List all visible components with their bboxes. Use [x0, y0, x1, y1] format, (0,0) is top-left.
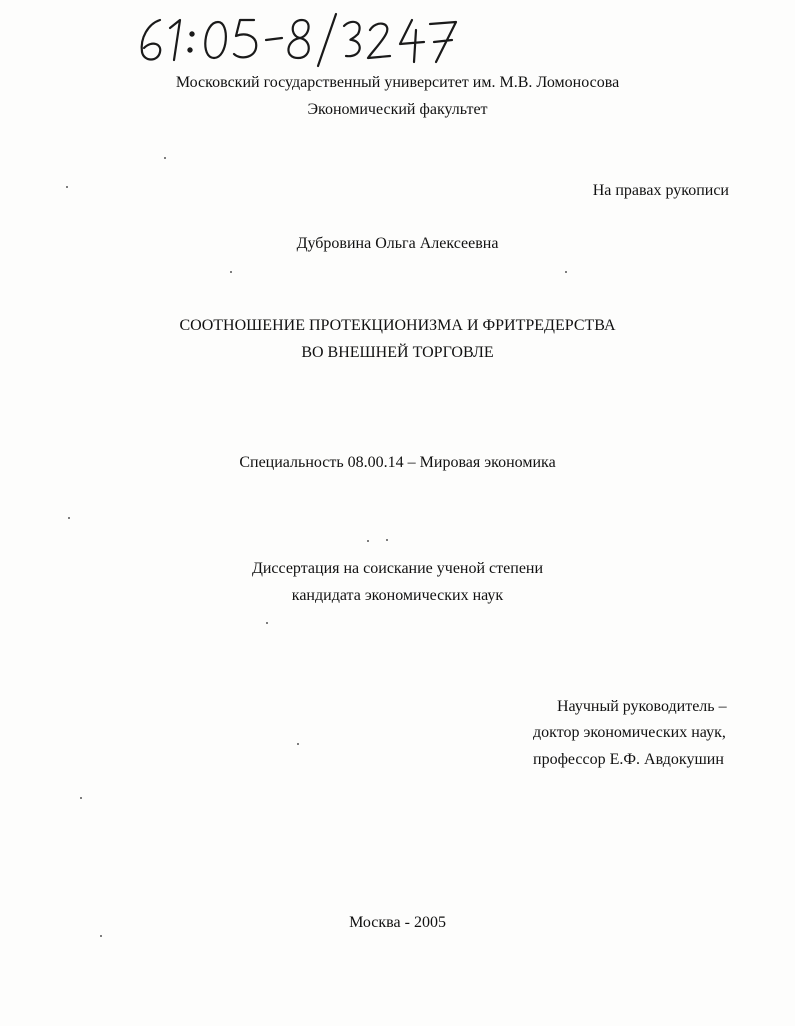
supervisor-line-1: Научный руководитель –	[557, 698, 727, 715]
scan-speck	[386, 539, 388, 541]
supervisor-line-2: доктор экономических наук,	[533, 724, 726, 741]
scan-speck	[565, 271, 567, 273]
scan-speck	[68, 517, 70, 519]
scan-speck	[100, 935, 102, 937]
dissertation-title-line-2: ВО ВНЕШНЕЙ ТОРГОВЛЕ	[301, 344, 494, 361]
scan-speck	[66, 186, 68, 188]
scan-speck	[266, 622, 268, 624]
manuscript-rights-note: На правах рукописи	[592, 182, 729, 199]
supervisor-line-3: профессор Е.Ф. Авдокушин	[533, 751, 724, 768]
handwritten-archive-code	[130, 8, 490, 68]
scan-speck	[80, 797, 82, 799]
author-name: Дубровина Ольга Алексеевна	[296, 235, 499, 252]
scan-speck	[297, 743, 299, 745]
dissertation-degree-line-1: Диссертация на соискание ученой степени	[251, 560, 544, 577]
scan-speck	[230, 271, 232, 273]
university-name: Московский государственный университет им. М.В. Ломоносова	[175, 74, 620, 91]
scan-speck	[164, 157, 166, 159]
dissertation-title-line-1: СООТНОШЕНИЕ ПРОТЕКЦИОНИЗМА И ФРИТРЕДЕРСТВА	[179, 317, 616, 334]
dissertation-degree-line-2: кандидата экономических наук	[291, 587, 504, 604]
scan-speck	[367, 540, 369, 542]
city-year: Москва - 2005	[349, 914, 446, 931]
specialty: Специальность 08.00.14 – Мировая экономика	[239, 454, 556, 471]
faculty-name: Экономический факультет	[307, 101, 488, 118]
